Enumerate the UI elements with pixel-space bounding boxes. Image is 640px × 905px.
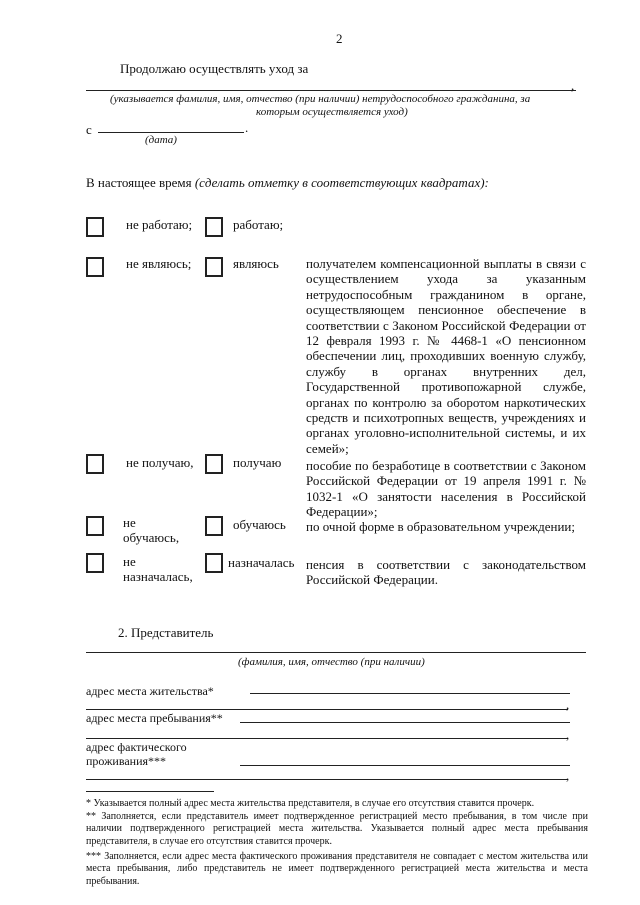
representative-name-hint: (фамилия, имя, отчество (при наличии) xyxy=(238,656,425,668)
pension-assigned-label: назначалась xyxy=(228,555,295,570)
checkbox-not-working[interactable] xyxy=(86,217,104,237)
stay-address-label: адрес места пребывания** xyxy=(86,711,223,725)
ward-name-line-end: , xyxy=(571,78,575,93)
representative-heading: 2. Представитель xyxy=(118,625,214,640)
checkbox-not-recipient[interactable] xyxy=(86,257,104,277)
actual-address-line-1[interactable] xyxy=(240,765,570,766)
actual-address-label-2: проживания*** xyxy=(86,754,167,768)
actual-address-line-2[interactable] xyxy=(86,779,568,780)
checkbox-receiving-benefit[interactable] xyxy=(205,454,223,474)
actual-line-end: , xyxy=(566,768,570,783)
residence-address-line-1[interactable] xyxy=(250,693,570,694)
ward-name-hint-1: (указывается фамилия, имя, отчество (при наличии) нетрудоспособного гражданина, за xyxy=(110,93,531,105)
since-suffix: . xyxy=(245,120,249,135)
checkbox-not-studying[interactable] xyxy=(86,516,104,536)
not-studying-label-2: обучаюсь, xyxy=(123,530,180,545)
not-recipient-label: не являюсь; xyxy=(126,256,192,271)
checkbox-recipient[interactable] xyxy=(205,257,223,277)
stay-address-line-2[interactable] xyxy=(86,738,568,739)
footnote-1: * Указывается полный адрес места жительства представителя, в случае его отсутствия ставится прочерк. xyxy=(86,798,535,809)
checkbox-pension-not-assigned[interactable] xyxy=(86,553,104,573)
working-label: работаю; xyxy=(233,217,284,232)
stay-line-end: , xyxy=(566,727,570,742)
representative-name-line[interactable] xyxy=(86,652,586,653)
receiving-label: получаю xyxy=(233,455,282,470)
footnote-3: *** Заполняется, если адрес места фактического проживания представителя не совпадает с местом жительства или места пребывания, либо представитель не имеет подтвержденного регистрацией места жительства и места пребывания. xyxy=(86,851,588,887)
footnote-2: ** Заполняется, если представитель имеет подтвержденное регистрацией место пребывания, в том числе при наличии подтвержденного регистрацией места жительства. Указывается полный адрес места пребывания представителя, в случае его отсутствия ставится прочерк. xyxy=(86,811,588,847)
residence-address-line-2[interactable] xyxy=(86,709,568,710)
unemployment-description: пособие по безработице в соответствии с Законом Российской Федерации от 19 апреля 1991 г. № 1032-1 «О занятости населения в Российской Федерации»; xyxy=(306,458,586,520)
checkbox-studying[interactable] xyxy=(205,516,223,536)
footnote-separator xyxy=(86,791,214,792)
pension-not-assigned-label-2: назначалась, xyxy=(123,569,193,584)
study-description: по очной форме в образовательном учреждении; xyxy=(306,519,575,534)
studying-label: обучаюсь xyxy=(233,517,286,532)
status-intro-text: В настоящее время xyxy=(86,175,192,190)
stay-address-line-1[interactable] xyxy=(240,722,570,723)
recipient-label: являюсь xyxy=(233,256,279,271)
ward-name-hint-2: которым осуществляется уход) xyxy=(256,106,408,118)
date-hint: (дата) xyxy=(145,134,177,146)
pension-not-assigned-label-1: не xyxy=(123,554,136,569)
actual-address-label-1: адрес фактического xyxy=(86,740,187,754)
status-hint: (сделать отметку в соответствующих квадратах): xyxy=(194,175,489,190)
page-number: 2 xyxy=(336,31,343,46)
checkbox-working[interactable] xyxy=(205,217,223,237)
continue-care-label: Продолжаю осуществлять уход за xyxy=(120,61,309,76)
ward-name-line[interactable] xyxy=(86,90,576,91)
since-date-line[interactable] xyxy=(98,132,244,133)
not-receiving-label: не получаю, xyxy=(126,455,194,470)
not-working-label: не работаю; xyxy=(126,217,193,232)
pension-description: пенсия в соответствии с законодательством Российской Федерации. xyxy=(306,557,586,588)
status-intro xyxy=(86,175,489,190)
not-studying-label-1: не xyxy=(123,515,136,530)
recipient-description: получателем компенсационной выплаты в связи с осуществлением ухода за указанным нетрудоспособным гражданином в органе, осуществляющем пенсионное обеспечение в соответствии с Законом Российской Федерации от 12 февраля 1993 г. № 4468-1 «О пенсионном обеспечении лиц, проходивших военную службу, службу в органах внутренних дел, Государственной противопожарной службе, органах по контролю за оборотом наркотических средств и психотропных веществ, учреждениях и органах уголовно-исполнительной системы, и их семей»; xyxy=(306,256,586,456)
checkbox-not-receiving-benefit[interactable] xyxy=(86,454,104,474)
since-prefix: с xyxy=(86,122,92,137)
residence-line-end: , xyxy=(566,697,570,712)
checkbox-pension-assigned[interactable] xyxy=(205,553,223,573)
residence-address-label: адрес места жительства* xyxy=(86,684,214,698)
